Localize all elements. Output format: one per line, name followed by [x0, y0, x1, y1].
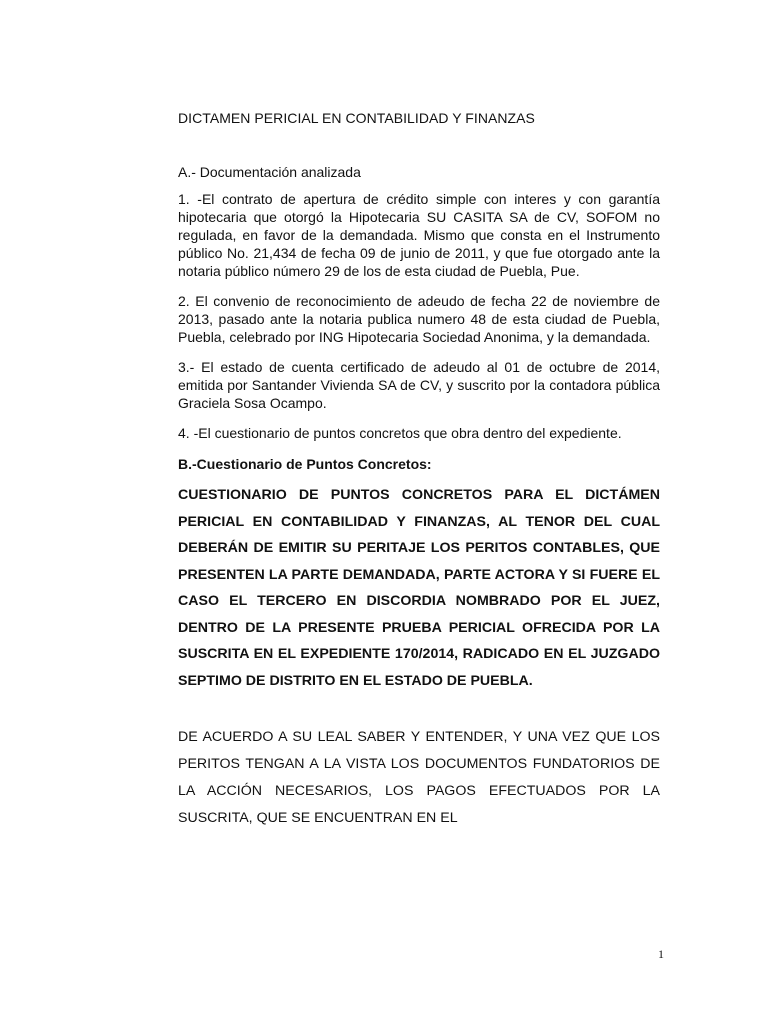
- document-item-1: 1. -El contrato de apertura de crédito simple con interes y con garantía hipotecaria que otorgó la Hipotecaria SU CASITA SA de CV, SOFOM no regulada, en favor de la demandada. Mismo que consta en el Instrumento público No. 21,434 de fecha 09 de junio de 2011, y que fue otorgado ante la notaria público número 29 de los de esta ciudad de Puebla, Pue.: [178, 191, 660, 279]
- document-item-3: 3.- El estado de cuenta certificado de adeudo al 01 de octubre de 2014, emitida por Santander Vivienda SA de CV, y suscrito por la contadora pública Graciela Sosa Ocampo.: [178, 359, 660, 411]
- questionnaire-paragraph: CUESTIONARIO DE PUNTOS CONCRETOS PARA EL DICTÁMEN PERICIAL EN CONTABILIDAD Y FINANZAS, AL TENOR DEL CUAL DEBERÁN DE EMITIR SU PERITAJE LOS PERITOS CONTABLES, QUE PRESENTEN LA PARTE DEMANDADA, PARTE ACTORA Y SI FUERE EL CASO EL TERCERO EN DISCORDIA NOMBRADO POR EL JUEZ, DENTRO DE LA PRESENTE PRUEBA PERICIAL OFRECIDA POR LA SUSCRITA EN EL EXPEDIENTE 170/2014, RADICADO EN EL JUZGADO SEPTIMO DE DISTRITO EN EL ESTADO DE PUEBLA.: [178, 487, 660, 689]
- section-b-heading: B.-Cuestionario de Puntos Concretos:: [178, 456, 432, 472]
- document-item-2: 2. El convenio de reconocimiento de adeudo de fecha 22 de noviembre de 2013, pasado ante la notaria publica numero 48 de esta ciudad de Puebla, Puebla, celebrado por ING Hipotecaria Sociedad Anonima, y la demandada.: [178, 293, 660, 345]
- section-a-heading: A.- Documentación analizada: [178, 164, 361, 180]
- document-item-4: 4. -El cuestionario de puntos concretos que obra dentro del expediente.: [178, 425, 622, 441]
- document-title: DICTAMEN PERICIAL EN CONTABILIDAD Y FINANZAS: [178, 110, 535, 126]
- document-body: [178, 108, 660, 832]
- page-number: 1: [658, 947, 664, 961]
- closing-paragraph: DE ACUERDO A SU LEAL SABER Y ENTENDER, Y UNA VEZ QUE LOS PERITOS TENGAN A LA VISTA LOS DOCUMENTOS FUNDATORIOS DE LA ACCIÓN NECESARIOS, LOS PAGOS EFECTUADOS POR LA SUSCRITA, QUE SE ENCUENTRAN EN EL: [178, 729, 660, 826]
